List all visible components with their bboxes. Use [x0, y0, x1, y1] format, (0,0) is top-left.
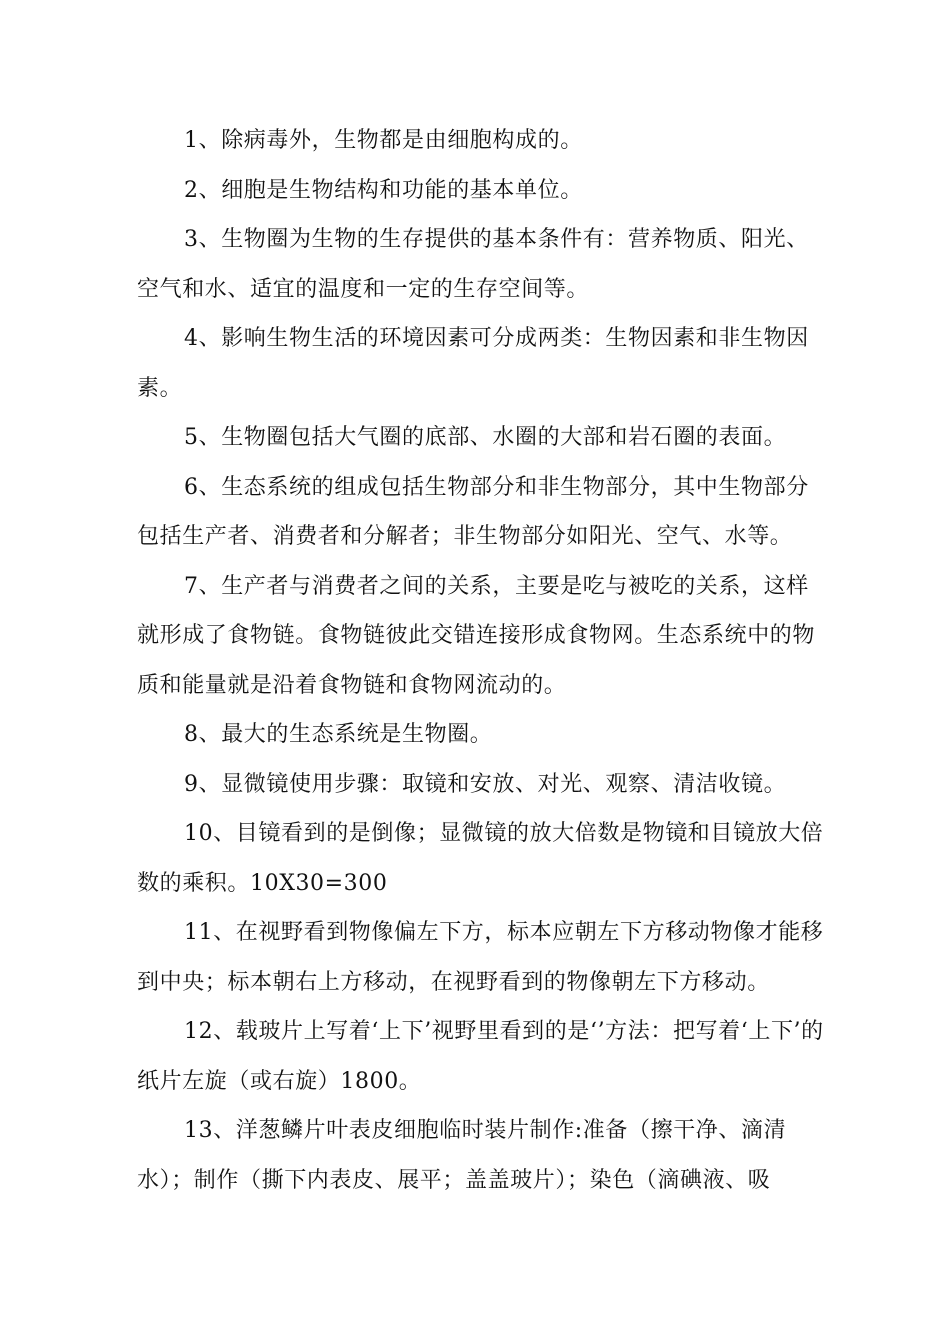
paragraph-5: 5、生物圈包括大气圈的底部、水圈的大部和岩石圈的表面。 — [184, 425, 787, 450]
paragraph-10: 10、目镜看到的是倒像；显微镜的放大倍数是物镜和目镜放大倍数的乘积。10X30=300 — [137, 821, 824, 896]
paragraph-12: 12、载玻片上写着‘上下’视野里看到的是‘’方法：把写着‘上下’的纸片左旋（或右旋）1800。 — [137, 1019, 824, 1094]
paragraph-11: 11、在视野看到物像偏左下方，标本应朝左下方移动物像才能移到中央；标本朝右上方移动，在视野看到的物像朝左下方移动。 — [137, 920, 824, 995]
paragraph-3: 3、生物圈为生物的生存提供的基本条件有：营养物质、阳光、空气和水、适宜的温度和一定的生存空间等。 — [137, 227, 809, 302]
paragraph-8: 8、最大的生态系统是生物圈。 — [184, 722, 493, 747]
paragraph-1: 1、除病毒外，生物都是由细胞构成的。 — [184, 128, 583, 153]
paragraph-9: 9、显微镜使用步骤：取镜和安放、对光、观察、清洁收镜。 — [184, 771, 787, 797]
paragraph-2: 2、细胞是生物结构和功能的基本单位。 — [184, 177, 583, 203]
paragraph-13: 13、洋葱鳞片叶表皮细胞临时装片制作:准备（擦干净、滴清水）；制作（撕下内表皮、展平；盖盖玻片）；染色（滴碘液、吸 — [137, 1118, 787, 1193]
document-body — [137, 116, 827, 1205]
paragraph-7: 7、生产者与消费者之间的关系，主要是吃与被吃的关系，这样就形成了食物链。食物链彼此交错连接形成食物网。生态系统中的物质和能量就是沿着食物链和食物网流动的。 — [137, 573, 816, 698]
paragraph-6: 6、生态系统的组成包括生物部分和非生物部分，其中生物部分包括生产者、消费者和分解者；非生物部分如阳光、空气、水等。 — [137, 474, 809, 549]
paragraph-4: 4、影响生物生活的环境因素可分成两类：生物因素和非生物因素。 — [137, 326, 809, 401]
